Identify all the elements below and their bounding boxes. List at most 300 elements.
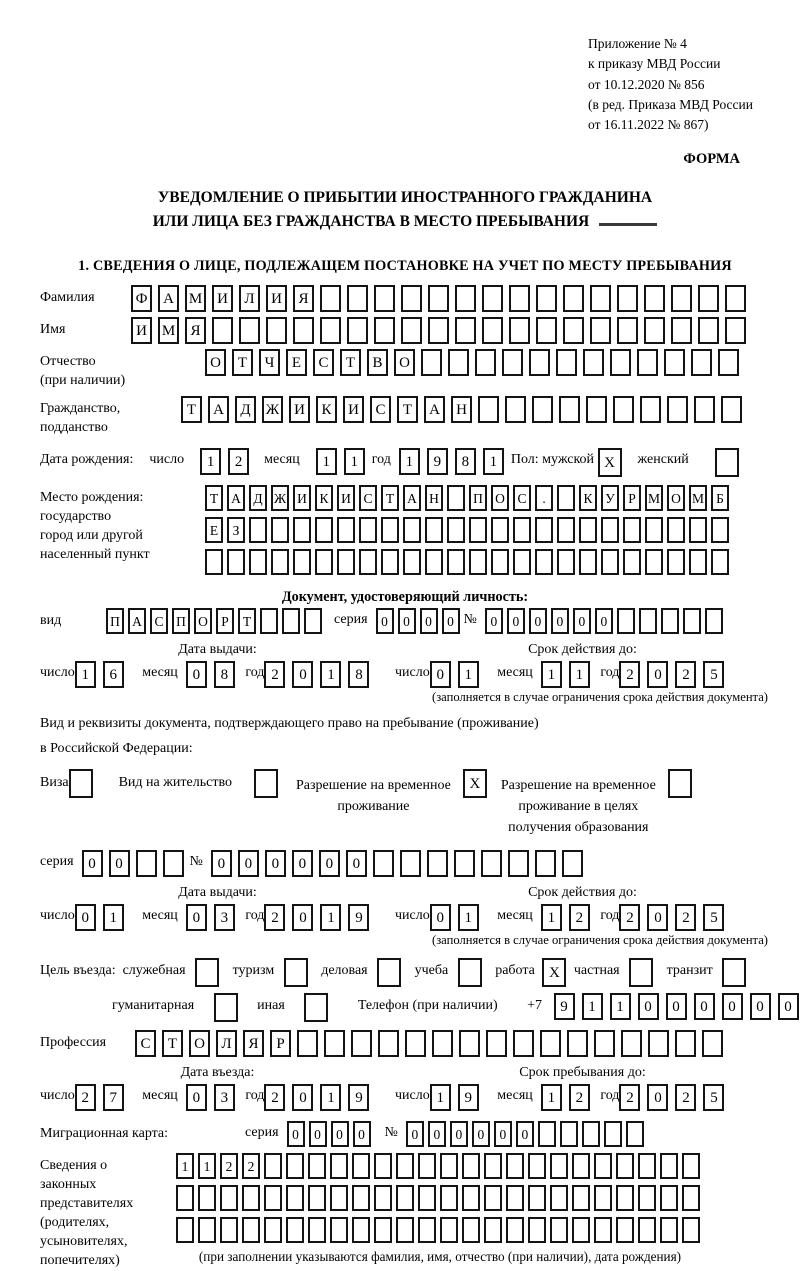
char-cell [427,850,448,877]
doc-series-cells [376,608,464,634]
char-cell [320,285,341,312]
section1-heading: 1. СВЕДЕНИЯ О ЛИЦЕ, ПОДЛЕЖАЩЕМ ПОСТАНОВКЕ НА УЧЕТ ПО МЕСТУ ПРЕБЫВАНИЯ [78,258,732,275]
char-cell [623,549,641,575]
char-cell [623,517,641,543]
year-label: год [600,1088,620,1104]
stay-until-heading: Срок пребывания до: [519,1065,646,1081]
char-cell: Т [232,349,253,376]
char-cell: Т [162,1030,183,1057]
valid-note: (заполняется в случае ограничения срока действия документа) [432,933,768,948]
entry-year-cells [264,1084,376,1111]
char-cell: 0 [398,608,416,634]
char-cell: Т [181,396,202,423]
char-cell: К [315,485,333,511]
char-cell [458,958,482,987]
char-cell [462,1185,480,1211]
char-cell: 2 [619,904,640,931]
char-cell: 0 [778,993,799,1020]
char-cell: И [343,396,364,423]
surname-label: Фамилия [40,290,95,306]
char-cell: 9 [458,1084,479,1111]
issue1-year-cells [264,661,376,688]
citizenship-cells [181,396,748,423]
char-cell: У [601,485,619,511]
permit-valid-until [395,885,770,931]
char-cell [682,1153,700,1179]
char-cell [266,317,287,344]
char-cell: 2 [264,904,285,931]
char-cell: 1 [541,1084,562,1111]
char-cell [660,1153,678,1179]
char-cell: 1 [320,1084,341,1111]
char-cell: 0 [638,993,659,1020]
valid1-day-cells [430,661,486,688]
sex-male-label: мужской [542,451,595,467]
entry-date [40,1065,395,1111]
birth-date-label: Дата рождения: [40,451,134,467]
char-cell: И [337,485,355,511]
char-cell: 0 [420,608,438,634]
char-cell: 2 [264,661,285,688]
patronymic-label: Отчество (при наличии) [40,354,126,389]
field-citizenship [40,396,770,438]
char-cell: Д [249,485,267,511]
char-cell [508,850,529,877]
char-cell [689,517,707,543]
char-cell [315,517,333,543]
char-cell [682,1217,700,1243]
char-cell: 9 [348,904,369,931]
char-cell: 0 [292,850,313,877]
char-cell [671,317,692,344]
char-cell: А [227,485,245,511]
char-cell [560,1121,578,1147]
appendix-line: (в ред. Приказа МВД России [588,96,753,112]
char-cell: 9 [348,1084,369,1111]
char-cell: Ж [262,396,283,423]
char-cell: Т [205,485,223,511]
char-cell [601,517,619,543]
char-cell: И [293,485,311,511]
char-cell [567,1030,588,1057]
char-cell [644,285,665,312]
char-cell: 1 [582,993,603,1020]
char-cell: Б [711,485,729,511]
char-cell: А [403,485,421,511]
day-label: число [40,664,75,680]
char-cell [562,850,583,877]
char-cell [513,1030,534,1057]
char-cell: 0 [309,1121,327,1147]
char-cell: Л [239,285,260,312]
month-label: месяц [497,1088,533,1104]
char-cell [286,1153,304,1179]
char-cell: К [316,396,337,423]
char-cell [484,1185,502,1211]
char-cell: 2 [569,1084,590,1111]
char-cell: 0 [551,608,569,634]
char-cell [330,1185,348,1211]
doc-issue-date [40,642,395,688]
char-cell [347,285,368,312]
char-cell: . [535,485,553,511]
char-cell [506,1153,524,1179]
char-cell [220,1217,238,1243]
char-cell [459,1030,480,1057]
char-cell [721,396,742,423]
char-cell: 3 [214,1084,235,1111]
char-cell [668,769,692,798]
char-cell: 5 [703,904,724,931]
char-cell [691,349,712,376]
char-cell [509,317,530,344]
permit-dates [40,885,770,931]
visa-checkbox [69,769,93,798]
char-cell: 0 [485,608,503,634]
char-cell: 0 [238,850,259,877]
char-cell: 1 [176,1153,194,1179]
char-cell [227,549,245,575]
char-cell: 0 [507,608,525,634]
purpose-label: Цель въезда: [40,963,116,979]
char-cell [557,549,575,575]
char-cell [176,1185,194,1211]
char-cell: 0 [109,850,130,877]
char-cell: 2 [675,1084,696,1111]
entry-dates [40,1065,770,1111]
char-cell [557,485,575,511]
char-cell [648,1030,669,1057]
char-cell [239,317,260,344]
char-cell [374,1185,392,1211]
char-cell [448,349,469,376]
char-cell [667,549,685,575]
char-cell [481,850,502,877]
char-cell: 0 [82,850,103,877]
char-cell: 0 [406,1121,424,1147]
char-cell: 0 [353,1121,371,1147]
char-cell [616,1185,634,1211]
char-cell [308,1153,326,1179]
char-cell: 0 [666,993,687,1020]
char-cell [689,549,707,575]
char-cell: 1 [316,448,337,475]
char-cell: Ч [259,349,280,376]
char-cell [491,549,509,575]
valid1-year-cells [619,661,731,688]
char-cell [447,549,465,575]
char-cell [482,285,503,312]
char-cell: 1 [320,661,341,688]
char-cell: Д [235,396,256,423]
char-cell [447,517,465,543]
char-cell [626,1121,644,1147]
mig-series-label: серия [245,1125,279,1141]
stay-year-cells [619,1084,731,1111]
char-cell: А [208,396,229,423]
char-cell: И [212,285,233,312]
char-cell: 2 [619,661,640,688]
char-cell: 0 [750,993,771,1020]
issue-date-heading: Дата выдачи: [178,885,257,901]
right-doc-line2: в Российской Федерации: [40,741,193,757]
char-cell: 0 [647,661,668,688]
mig-number-label: № [384,1125,398,1141]
field-profession [40,1030,770,1057]
purpose-private-label: частная [573,963,620,979]
char-cell [660,1217,678,1243]
char-cell [682,1185,700,1211]
entry-date-heading: Дата въезда: [180,1065,255,1081]
char-cell [428,317,449,344]
char-cell: 1 [569,661,590,688]
doc-series-label: серия [334,611,368,627]
char-cell [198,1185,216,1211]
char-cell [359,517,377,543]
day-label: число [149,451,185,467]
char-cell [513,549,531,575]
char-cell: Т [381,485,399,511]
char-cell [550,1185,568,1211]
char-cell [638,1153,656,1179]
char-cell: М [185,285,206,312]
stay-until [395,1065,770,1111]
char-cell: 0 [292,904,313,931]
char-cell [304,993,328,1022]
char-cell [330,1217,348,1243]
char-cell: О [394,349,415,376]
char-cell [528,1153,546,1179]
purpose-work-label: работа [495,963,535,979]
char-cell: Н [451,396,472,423]
char-cell [529,349,550,376]
sex-male-checkbox [598,448,622,477]
char-cell [418,1185,436,1211]
char-cell [432,1030,453,1057]
char-cell [644,317,665,344]
char-cell: К [579,485,597,511]
char-cell [661,608,679,634]
right-doc-line1: Вид и реквизиты документа, подтверждающего право на пребывание (проживание) [40,715,539,731]
char-cell [359,549,377,575]
char-cell: 1 [458,904,479,931]
char-cell: О [194,608,212,634]
char-cell: Л [216,1030,237,1057]
char-cell [638,1185,656,1211]
issue1-day-cells [75,661,131,688]
char-cell [198,1217,216,1243]
char-cell [293,549,311,575]
char-cell [242,1185,260,1211]
permit-issue-date [40,885,395,931]
char-cell: Ж [271,485,289,511]
char-cell [711,517,729,543]
char-cell: Я [243,1030,264,1057]
char-cell: Т [238,608,256,634]
char-cell: 0 [211,850,232,877]
field-birthplace [40,485,770,581]
year-label: год [245,908,265,924]
year-label: год [245,664,265,680]
appendix-line: Приложение № 4 [588,36,687,51]
char-cell [616,1217,634,1243]
char-cell: Е [205,517,223,543]
char-cell [556,349,577,376]
valid-note: (заполняется в случае ограничения срока действия документа) [432,689,768,704]
char-cell: 9 [554,993,575,1020]
doc-dates [40,642,770,688]
identity-doc-heading: Документ, удостоверяющий личность: [281,588,529,605]
char-cell: 0 [450,1121,468,1147]
char-cell [469,517,487,543]
mig-number-cells [406,1121,648,1147]
char-cell [594,1153,612,1179]
char-cell: 5 [703,1084,724,1111]
year-label: год [245,1088,265,1104]
doc-number-label: № [463,611,477,627]
issue2-month-cells [186,904,242,931]
char-cell [440,1153,458,1179]
char-cell: 2 [264,1084,285,1111]
char-cell [214,993,238,1022]
birth-day-cells [200,448,256,475]
char-cell: О [205,349,226,376]
surname-cells [131,285,752,312]
char-cell: 2 [569,904,590,931]
char-cell [637,349,658,376]
char-cell: С [150,608,168,634]
char-cell: 1 [483,448,504,475]
birthplace-cells-row2 [205,517,733,543]
purpose-transit-label: транзит [666,963,713,979]
day-label: число [40,908,75,924]
char-cell [698,285,719,312]
month-label: месяц [142,908,178,924]
char-cell: И [266,285,287,312]
valid2-day-cells [430,904,486,931]
char-cell [454,850,475,877]
char-cell: Ф [131,285,152,312]
char-cell [205,549,223,575]
char-cell: Н [425,485,443,511]
stay-day-cells [430,1084,486,1111]
char-cell: Р [270,1030,291,1057]
month-label: месяц [142,664,178,680]
birthplace-cells-row3 [205,549,733,575]
char-cell [455,317,476,344]
char-cell [572,1153,590,1179]
char-cell [506,1185,524,1211]
permit-series-label: серия [40,854,74,870]
char-cell [528,1217,546,1243]
valid-until-heading: Срок действия до: [528,641,637,657]
year-label: год [600,908,620,924]
char-cell [308,1185,326,1211]
char-cell [502,349,523,376]
char-cell [374,1153,392,1179]
char-cell: 0 [430,904,451,931]
visa-label: Виза [40,775,69,791]
char-cell [638,1217,656,1243]
char-cell [373,850,394,877]
phone-label: Телефон (при наличии) [357,998,498,1014]
purpose-humanitarian-checkbox [214,993,238,1022]
char-cell [351,1030,372,1057]
field-migration-card [40,1121,770,1147]
entry-day-cells [75,1084,131,1111]
char-cell: З [227,517,245,543]
name-label: Имя [40,322,66,338]
char-cell: М [645,485,663,511]
char-cell [610,349,631,376]
char-cell [293,517,311,543]
char-cell [617,317,638,344]
purpose-tourism-checkbox [284,958,308,987]
char-cell: 1 [198,1153,216,1179]
char-cell: Я [293,285,314,312]
char-cell: Р [216,608,234,634]
char-cell: 0 [722,993,743,1020]
char-cell [374,285,395,312]
char-cell [428,285,449,312]
char-cell [640,396,661,423]
char-cell [601,549,619,575]
char-cell: П [172,608,190,634]
field-guardians [40,1153,770,1270]
char-cell [722,958,746,987]
char-cell [163,850,184,877]
month-label: месяц [497,664,533,680]
purpose-business-label: деловая [321,963,368,979]
char-cell [694,396,715,423]
char-cell [639,608,657,634]
issue2-day-cells [75,904,131,931]
char-cell [505,396,526,423]
char-cell [683,608,701,634]
char-cell: 1 [320,904,341,931]
char-cell: 1 [541,661,562,688]
char-cell: 1 [399,448,420,475]
permit-type-row [40,769,770,838]
char-cell [621,1030,642,1057]
purpose-tourism-label: туризм [232,963,275,979]
char-cell [559,396,580,423]
char-cell [304,608,322,634]
char-cell: 0 [319,850,340,877]
char-cell [725,317,746,344]
char-cell [418,1153,436,1179]
char-cell [352,1185,370,1211]
char-cell [586,396,607,423]
char-cell [254,769,278,798]
char-cell: 0 [331,1121,349,1147]
char-cell: И [289,396,310,423]
char-cell [421,349,442,376]
char-cell: 6 [103,661,124,688]
char-cell [513,517,531,543]
char-cell: Т [397,396,418,423]
field-identity-doc [40,608,770,634]
char-cell: 2 [619,1084,640,1111]
char-cell [484,1217,502,1243]
sex-female-label: женский [637,451,689,467]
char-cell: 2 [220,1153,238,1179]
purpose-other-checkbox [304,993,328,1022]
char-cell [572,1217,590,1243]
migration-card-label: Миграционная карта: [40,1126,169,1142]
char-cell [264,1153,282,1179]
char-cell [484,1153,502,1179]
